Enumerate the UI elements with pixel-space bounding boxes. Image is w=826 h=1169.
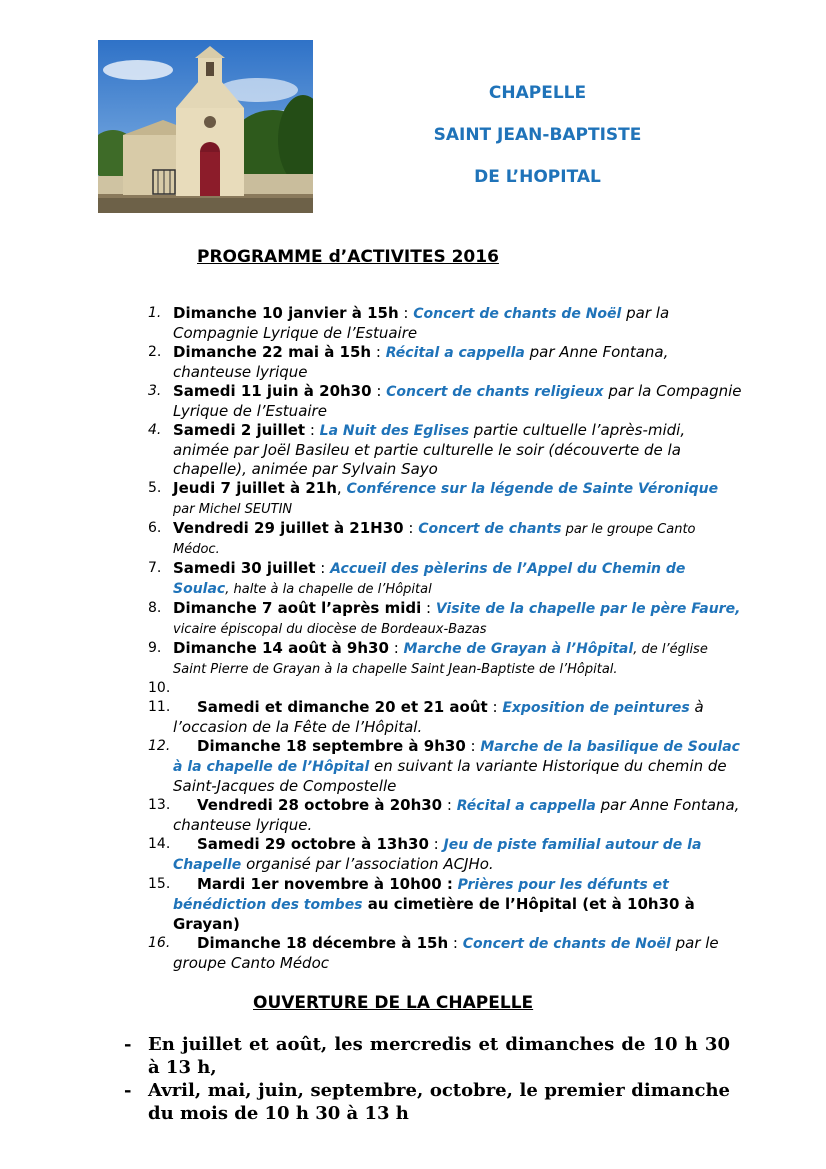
title-line-2: SAINT JEAN-BAPTISTE bbox=[433, 125, 642, 145]
item-date: Samedi et dimanche 20 et 21 août bbox=[197, 698, 488, 716]
item-details: , halte à la chapelle de l’Hôpital bbox=[225, 582, 432, 597]
item-number: 10. bbox=[148, 680, 171, 696]
item-event: Récital a cappella bbox=[456, 798, 596, 814]
item-date: Dimanche 22 mai à 15h bbox=[173, 343, 372, 361]
item-date: Dimanche 18 décembre à 15h bbox=[197, 934, 449, 952]
item-separator: : bbox=[315, 559, 331, 577]
item-details: au cimetière de l’Hôpital (et à 10h30 à Grayan) bbox=[173, 895, 695, 933]
opening-item bbox=[120, 1033, 730, 1079]
item-date: Vendredi 29 juillet à 21H30 bbox=[173, 519, 404, 537]
item-separator: : bbox=[388, 639, 404, 657]
opening-text: En juillet et août, les mercredis et dimanches de 10 h 30 à 13 h, bbox=[148, 1034, 730, 1078]
list-item bbox=[142, 559, 742, 599]
item-separator: : bbox=[442, 796, 457, 814]
item-details: par Michel SEUTIN bbox=[173, 502, 293, 517]
opening-text: Avril, mai, juin, septembre, octobre, le premier dimanche du mois de 10 h 30 à 13 h bbox=[148, 1080, 730, 1124]
list-item bbox=[142, 835, 742, 875]
item-details: par Anne Fontana, chanteuse lyrique. bbox=[173, 796, 740, 834]
item-details: par le groupe Canto Médoc bbox=[173, 934, 719, 972]
list-item bbox=[142, 698, 742, 737]
chapel-title bbox=[380, 82, 695, 208]
list-item bbox=[142, 519, 742, 559]
activity-list bbox=[142, 304, 742, 973]
item-number: 9. bbox=[148, 640, 162, 656]
item-number: 12. bbox=[148, 738, 171, 754]
item-separator: : bbox=[403, 519, 419, 537]
item-number: 5. bbox=[148, 480, 162, 496]
item-separator: : bbox=[428, 835, 444, 853]
opening-hours-list bbox=[120, 1033, 730, 1125]
opening-title: OUVERTURE DE LA CHAPELLE bbox=[253, 993, 534, 1013]
item-event: Concert de chants de Noël bbox=[462, 936, 671, 952]
item-date: Samedi 2 juillet bbox=[173, 421, 306, 439]
item-event: Accueil des pèlerins de l’Appel du Chemin de Soulac bbox=[173, 561, 686, 597]
item-separator: : bbox=[465, 737, 481, 755]
item-details: vicaire épiscopal du diocèse de Bordeaux-Bazas bbox=[173, 622, 487, 637]
item-event: Conférence sur la légende de Sainte Véronique bbox=[346, 481, 719, 497]
item-event: Jeu de piste familial autour de la Chapelle bbox=[173, 837, 702, 873]
list-item bbox=[142, 599, 742, 639]
item-details: par Anne Fontana, chanteuse lyrique bbox=[173, 343, 669, 381]
title-line-1: CHAPELLE bbox=[488, 83, 587, 103]
item-details: par le groupe Canto Médoc. bbox=[173, 522, 696, 557]
list-item bbox=[142, 737, 742, 796]
list-item bbox=[142, 679, 742, 698]
item-date: Dimanche 7 août l’après midi bbox=[173, 599, 422, 617]
item-details: organisé par l’association ACJHo. bbox=[241, 855, 494, 873]
item-details: partie cultuelle l’après-midi, animée par Joël Basileu et partie culturelle le soir (découverte de la chapelle), animée par Sylvain Sayo bbox=[173, 421, 686, 478]
item-separator: : bbox=[487, 698, 503, 716]
title-line-3: DE L’HOPITAL bbox=[474, 167, 601, 187]
item-details: par la Compagnie Lyrique de l’Estuaire bbox=[173, 304, 670, 342]
item-number: 14. bbox=[148, 836, 171, 852]
item-separator: : bbox=[421, 599, 436, 617]
item-event: Concert de chants de Noël bbox=[413, 306, 622, 322]
item-event: Marche de Grayan à l’Hôpital bbox=[403, 641, 634, 657]
item-date: Samedi 30 juillet bbox=[173, 559, 316, 577]
item-number: 8. bbox=[148, 600, 162, 616]
item-number: 2. bbox=[148, 344, 162, 360]
list-item bbox=[142, 639, 742, 679]
item-details: en suivant la variante Historique du chemin de Saint-Jacques de Compostelle bbox=[173, 757, 727, 795]
item-separator: , bbox=[336, 479, 347, 497]
item-number: 11. bbox=[148, 699, 171, 715]
item-number: 13. bbox=[148, 797, 171, 813]
item-separator: : bbox=[448, 934, 463, 952]
item-number: 3. bbox=[148, 383, 162, 399]
list-item bbox=[142, 875, 742, 934]
item-details: , de l’église Saint Pierre de Grayan à la chapelle Saint Jean-Baptiste de l’Hôpital. bbox=[173, 642, 708, 677]
item-number: 4. bbox=[148, 422, 162, 438]
item-number: 16. bbox=[148, 935, 171, 951]
item-event: Récital a cappella bbox=[385, 345, 525, 361]
item-details: à l’occasion de la Fête de l’Hôpital. bbox=[173, 698, 704, 736]
item-date: Mardi 1er novembre à 10h00 : bbox=[197, 875, 453, 893]
item-separator: : bbox=[305, 421, 320, 439]
list-item bbox=[142, 304, 742, 343]
item-event: Prières pour les défunts et bénédiction des tombes bbox=[173, 877, 669, 913]
item-number: 15. bbox=[148, 876, 171, 892]
item-event: La Nuit des Eglises bbox=[319, 423, 470, 439]
item-date: Vendredi 28 octobre à 20h30 bbox=[197, 796, 443, 814]
item-details: par la Compagnie Lyrique de l’Estuaire bbox=[173, 382, 742, 420]
item-number: 6. bbox=[148, 520, 162, 536]
chapel-photo bbox=[98, 40, 313, 213]
item-separator: : bbox=[371, 343, 386, 361]
programme-title: PROGRAMME d’ACTIVITES 2016 bbox=[197, 247, 499, 267]
item-event: Exposition de peintures bbox=[502, 700, 690, 716]
list-item bbox=[142, 479, 742, 519]
list-item bbox=[142, 796, 742, 835]
item-number: 7. bbox=[148, 560, 162, 576]
item-date: Samedi 11 juin à 20h30 bbox=[173, 382, 372, 400]
list-item bbox=[142, 934, 742, 973]
item-event: Concert de chants bbox=[418, 521, 562, 537]
list-item bbox=[142, 382, 742, 421]
opening-item bbox=[120, 1079, 730, 1125]
item-date: Samedi 29 octobre à 13h30 bbox=[197, 835, 429, 853]
item-event: Concert de chants religieux bbox=[386, 384, 604, 400]
bullet-dash: - bbox=[124, 1034, 132, 1055]
bullet-dash: - bbox=[124, 1080, 132, 1101]
item-number: 1. bbox=[148, 305, 162, 321]
item-date: Dimanche 10 janvier à 15h bbox=[173, 304, 399, 322]
item-date: Dimanche 18 septembre à 9h30 bbox=[197, 737, 466, 755]
list-item bbox=[142, 343, 742, 382]
item-separator: : bbox=[371, 382, 387, 400]
item-event: Marche de la basilique de Soulac à la chapelle de l’Hôpital bbox=[173, 739, 740, 775]
item-separator: : bbox=[398, 304, 414, 322]
item-date: Dimanche 14 août à 9h30 bbox=[173, 639, 389, 657]
item-date: Jeudi 7 juillet à 21h bbox=[173, 479, 337, 497]
list-item bbox=[142, 421, 742, 479]
item-event: Visite de la chapelle par le père Faure, bbox=[435, 601, 741, 617]
